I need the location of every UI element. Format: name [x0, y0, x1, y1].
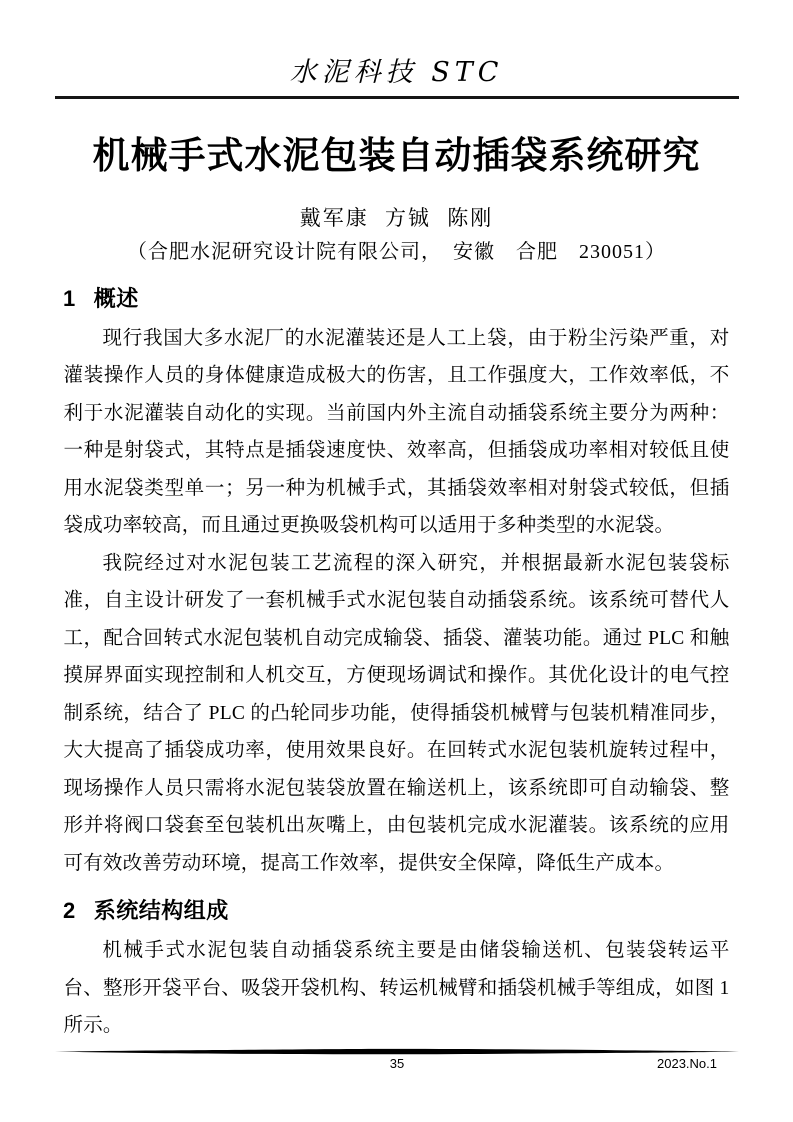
- journal-name: 水泥科技 STC: [289, 57, 504, 88]
- issue-label: 2023.No.1: [657, 1056, 717, 1071]
- section-1-heading: [63, 282, 730, 313]
- section-2-heading: [63, 894, 730, 925]
- page-number: 35: [389, 1056, 405, 1071]
- footer-taper-rule: [55, 1048, 739, 1055]
- article-authors: 戴军康 方铖 陈刚: [299, 205, 494, 230]
- section-1-paragraph-2: 我院经过对水泥包装工艺流程的深入研究，并根据最新水泥包装袋标准，自主设计研发了一套机械手式水泥包装自动插袋系统。该系统可替代人工，配合回转式水泥包装机自动完成输袋、插袋、灌装功能。通过 PLC 和触摸屏界面实现控制和人机交互，方便现场调试和操作。其优化设计的电气控制系统，结合了 PLC 的凸轮同步功能，使得插袋机械臂与包装机精准同步，大大提高了插袋成功率，使用效果良好。在回转式水泥包装机旋转过程中，现场操作人员只需将水泥包装袋放置在输送机上，该系统即可自动输袋、整形并将阀口袋套至包装机出灰嘴上，由包装机完成水泥灌装。该系统的应用可有效改善劳动环境，提高工作效率，提供安全保障，降低生产成本。: [63, 552, 730, 874]
- page-footer: [55, 1048, 739, 1074]
- section-1-content: [64, 320, 730, 883]
- section-2-number: 2: [63, 898, 76, 924]
- section-1-number: 1: [63, 285, 76, 311]
- section-2-title: 系统结构组成: [93, 898, 229, 924]
- article-body: [0, 136, 793, 1045]
- article-title: 机械手式水泥包装自动插袋系统研究: [92, 135, 701, 176]
- section-1-title: 概述: [93, 285, 139, 311]
- section-2-paragraph-1: 机械手式水泥包装自动插袋系统主要是由储袋输送机、包装袋转运平台、整形开袋平台、吸袋开袋机构、转运机械臂和插袋机械手等组成，如图 1 所示。: [63, 940, 730, 1037]
- page-header: [0, 0, 793, 99]
- footer-row: [55, 1056, 739, 1074]
- section-1-paragraph-1: 现行我国大多水泥厂的水泥灌装还是人工上袋，由于粉尘污染严重，对灌装操作人员的身体健康造成极大的伤害，且工作强度大，工作效率低，不利于水泥灌装自动化的实现。当前国内外主流自动插袋系统主要分为两种：一种是射袋式，其特点是插袋速度快、效率高，但插袋成功率相对较低且使用水泥袋类型单一；另一种为机械手式，其插袋效率相对射袋式较低，但插袋成功率较高，而且通过更换吸袋机构可以适用于多种类型的水泥袋。: [63, 327, 730, 537]
- section-2-content: [64, 932, 730, 1045]
- header-rule: [55, 96, 739, 99]
- article-affiliation: （合肥水泥研究设计院有限公司， 安徽 合肥 230051）: [127, 240, 666, 263]
